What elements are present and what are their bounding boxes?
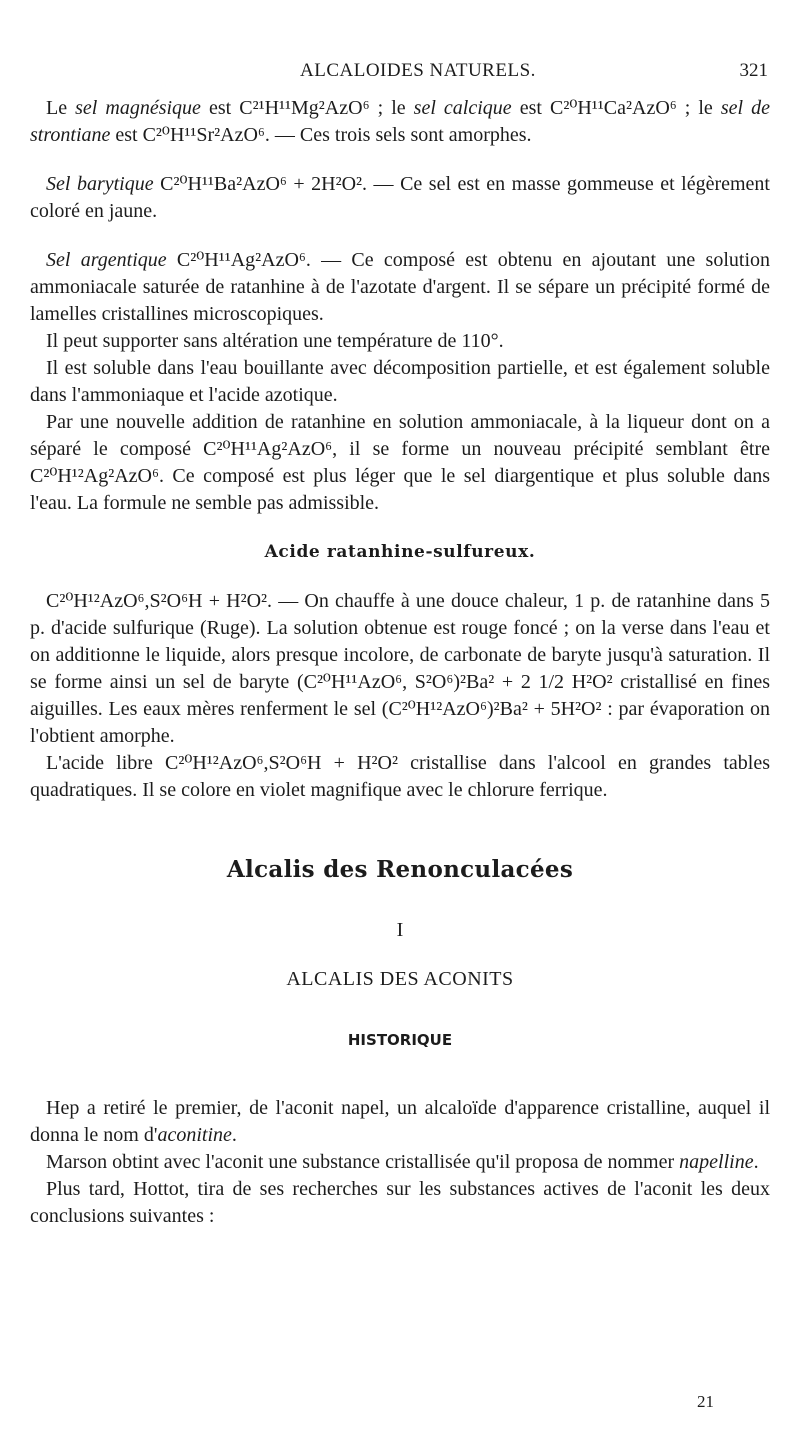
page-body	[30, 95, 770, 1230]
paragraph-temperature: Il peut supporter sans altération une température de 110°.	[46, 330, 504, 352]
paragraph-salts: Le sel magnésique est C²¹H¹¹Mg²AzO⁶ ; le sel calcique est C²⁰H¹¹Ca²AzO⁶ ; le sel de strontiane est C²⁰H¹¹Sr²AzO⁶. — Ces trois sels sont amorphes.	[30, 97, 770, 146]
paragraph-sel-argentique: Sel argentique C²⁰H¹¹Ag²AzO⁶. — Ce composé est obtenu en ajoutant une solution ammoniacale saturée de ratanhine à de l'azotate d'argent. Il se sépare un précipité formé de lamelles cristallines microscopiques.	[30, 249, 770, 325]
page-number: 321	[739, 60, 768, 81]
paragraph-hottot: Plus tard, Hottot, tira de ses recherches sur les substances actives de l'aconit les deux conclusions suivantes :	[30, 1178, 770, 1227]
signature-mark: 21	[697, 1392, 714, 1411]
heading-historique: HISTORIQUE	[347, 1031, 453, 1049]
paragraph-preparation: C²⁰H¹²AzO⁶,S²O⁶H + H²O². — On chauffe à une douce chaleur, 1 p. de ratanhine dans 5 p. d'acide sulfurique (Ruge). La solution obtenue est rouge foncé ; on la verse dans l'eau et on additionne le liquide, alors presque incolore, de carbonate de baryte jusqu'à saturation. Il se forme ainsi un sel de baryte (C²⁰H¹¹AzO⁶, S²O⁶)²Ba² + 2 1/2 H²O² cristallisé en fines aiguilles. Les eaux mères renferment le sel (C²⁰H¹²AzO⁶)²Ba² + 5H²O² : par évaporation on l'obtient amorphe.	[30, 590, 770, 747]
paragraph-free-acid: L'acide libre C²⁰H¹²AzO⁶,S²O⁶H + H²O² cristallise dans l'alcool en grandes tables quadratiques. Il se colore en violet magnifique avec le chlorure ferrique.	[30, 752, 770, 801]
heading-acide-ratanhine-sulfureux: Acide ratanhine-sulfureux.	[264, 542, 536, 562]
running-header	[0, 60, 800, 88]
paragraph-marson: Marson obtint avec l'aconit une substance cristallisée qu'il proposa de nommer napelline.	[46, 1151, 759, 1173]
paragraph-sel-barytique: Sel barytique C²⁰H¹¹Ba²AzO⁶ + 2H²O². — Ce sel est en masse gommeuse et légèrement coloré en jaune.	[30, 173, 770, 222]
section-number: I	[396, 919, 404, 941]
section-title: ALCALIS DES ACONITS	[286, 968, 514, 990]
running-title: ALCALOIDES NATURELS.	[300, 60, 536, 81]
paragraph-new-precipitate: Par une nouvelle addition de ratanhine en solution ammoniacale, à la liqueur dont on a séparé le composé C²⁰H¹¹Ag²AzO⁶, il se forme un nouveau précipité semblant être C²⁰H¹²Ag²AzO⁶. Ce composé est plus léger que le sel diargentique et plus soluble dans l'eau. La formule ne semble pas admissible.	[30, 411, 770, 514]
heading-alcalis-renonculacees: Alcalis des Renonculacées	[226, 856, 574, 883]
paragraph-hep: Hep a retiré le premier, de l'aconit napel, un alcaloïde d'apparence cristalline, auquel il donna le nom d'aconitine.	[30, 1097, 770, 1146]
paragraph-solubility: Il est soluble dans l'eau bouillante avec décomposition partielle, et est également soluble dans l'ammoniaque et l'acide azotique.	[30, 357, 770, 406]
